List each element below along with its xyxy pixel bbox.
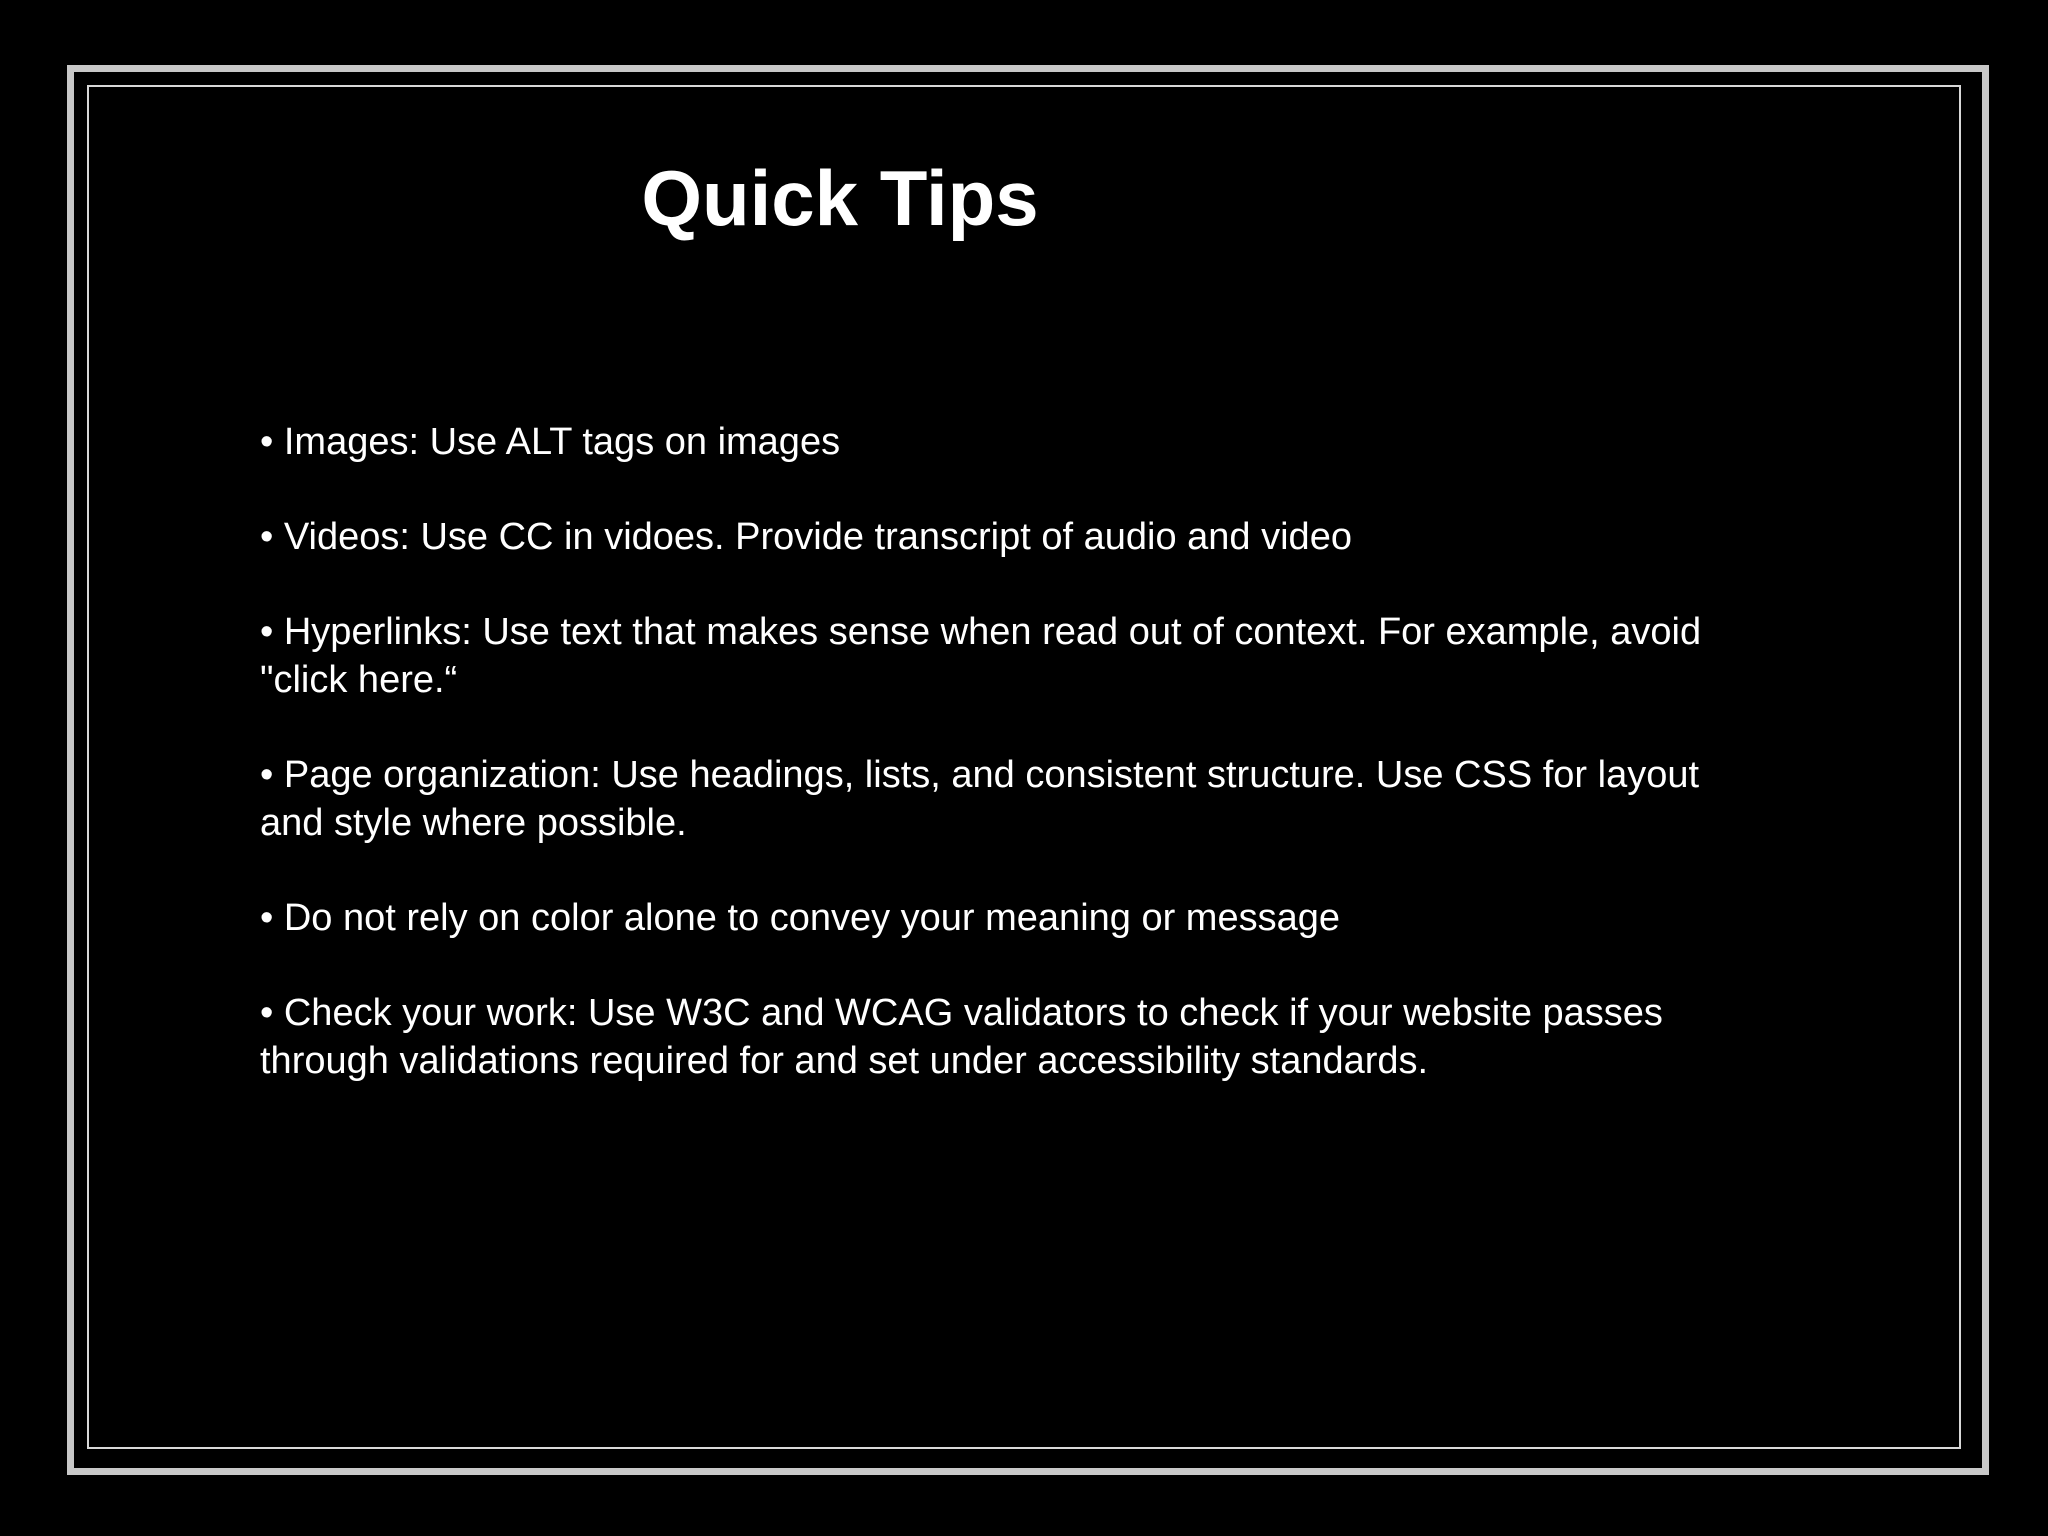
tip-color: • Do not rely on color alone to convey your meaning or message [260, 897, 1340, 939]
tip-images: • Images: Use ALT tags on images [260, 421, 841, 463]
slide-title: Quick Tips [641, 154, 1039, 242]
tip-check-work: • Check your work: Use W3C and WCAG validators to check if your website passes through validations required for and set under accessibility standards. [260, 992, 1663, 1082]
tips-list [260, 418, 1720, 1132]
tip-page-organization: • Page organization: Use headings, lists, and consistent structure. Use CSS for layout and style where possible. [260, 754, 1700, 844]
tip-videos: • Videos: Use CC in vidoes. Provide transcript of audio and video [260, 516, 1352, 558]
tip-hyperlinks: • Hyperlinks: Use text that makes sense when read out of context. For example, avoid "click here.“ [260, 611, 1702, 701]
